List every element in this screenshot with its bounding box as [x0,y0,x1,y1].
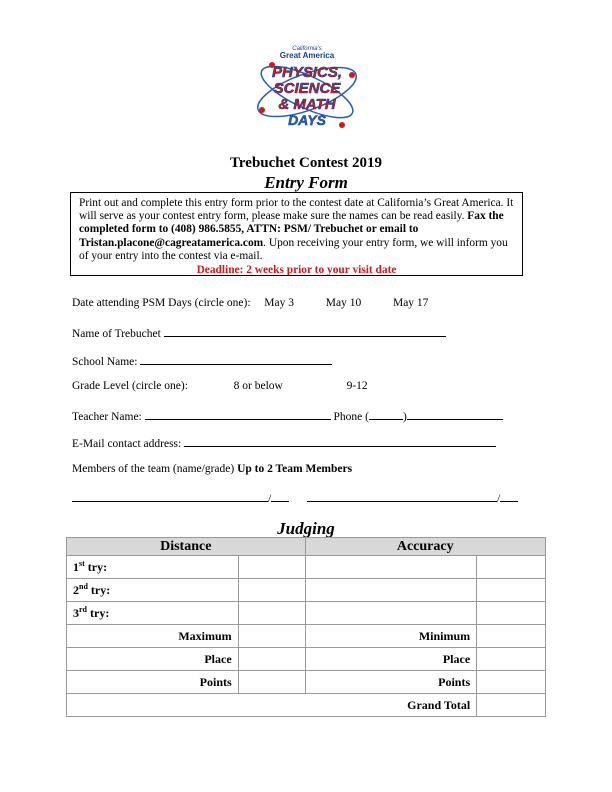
accuracy-place-label: Place [305,648,477,671]
date-option-may10[interactable]: May 10 [325,297,362,309]
judging-header-row [67,538,546,556]
school-row [72,353,332,368]
try3-label: 3rd try: [67,602,239,625]
email-row [72,435,496,450]
trebuchet-label: Name of Trebuchet [72,328,161,340]
distance-header: Distance [67,538,306,556]
phone-label: Phone ( [333,411,369,423]
grade-label: Grade Level (circle one): [72,380,188,392]
school-name-field[interactable] [140,353,332,365]
logo-line4: SCIENCE [273,80,341,97]
distance-points-cell[interactable] [238,671,305,694]
try1-accuracy-cell[interactable] [305,556,477,579]
date-row [72,297,428,309]
member2-name-field[interactable] [307,490,497,502]
form-subtitle: Entry Form [264,173,348,192]
trebuchet-name-field[interactable] [164,325,446,337]
logo-line1: California's [292,46,322,52]
max-min-row [67,625,546,648]
email-field[interactable] [184,435,496,447]
accuracy-points-label: Points [305,671,477,694]
teacher-label: Teacher Name: [72,411,142,423]
phone-number-field[interactable] [407,408,503,420]
accuracy-header: Accuracy [305,538,546,556]
date-option-may17[interactable]: May 17 [392,297,429,309]
physics-science-math-days-logo [252,40,362,140]
minimum-label: Minimum [305,625,477,648]
deadline-notice: Deadline: 2 weeks prior to your visit date [196,264,397,276]
place-row [67,648,546,671]
try2-accuracy-cell[interactable] [305,579,477,602]
member2-grade-field[interactable] [500,490,518,502]
try1-label: 1st try: [67,556,239,579]
maximum-label: Maximum [67,625,239,648]
try2-distance-cell[interactable] [238,579,305,602]
phone-area-code-field[interactable] [369,408,403,420]
member2-slash: / [496,493,501,505]
grade-row [72,380,368,392]
grade-option-8-or-below[interactable]: 8 or below [233,380,283,392]
judging-table [66,537,546,717]
distance-place-label: Place [67,648,239,671]
try3-accuracy-cell[interactable] [305,602,477,625]
members-fields-row [72,490,518,505]
fax-email-instructions: Fax the completed form to (408) 986.5855, ATTN: PSM/ Trebuchet or email to Tristan.placone@cagreatamerica.com [79,210,504,249]
try1-distance-cell[interactable] [238,556,305,579]
minimum-cell[interactable] [477,625,546,648]
logo-line5: & MATH [278,96,336,113]
instructions-text-end: . Upon receiving your entry form, we will inform you of your entry into the contest via e-mail. [79,236,508,262]
teacher-name-field[interactable] [145,408,331,420]
phone-close-paren: ) [402,411,407,423]
accuracy-place-cell[interactable] [477,648,546,671]
try2-label: 2nd try: [67,579,239,602]
logo-line3: PHYSICS, [271,64,343,81]
logo-line6: DAYS [288,112,326,128]
distance-place-cell[interactable] [238,648,305,671]
accuracy-points-cell[interactable] [477,671,546,694]
distance-points-label: Points [67,671,239,694]
member1-grade-field[interactable] [271,490,289,502]
maximum-cell[interactable] [238,625,305,648]
member1-name-field[interactable] [72,490,268,502]
try3-accuracy-value-cell[interactable] [477,602,546,625]
school-label: School Name: [72,356,138,368]
instructions-text: Print out and complete this entry form prior to the contest date at California’s Great America. It will serve as your contest entry form, please make sure the names can be read easily. [79,197,514,223]
try3-distance-cell[interactable] [238,602,305,625]
members-label: Members of the team (name/grade) [72,463,235,475]
members-row [72,463,352,475]
grand-total-row [67,694,546,717]
judging-title: Judging [277,519,335,538]
members-note: Up to 2 Team Members [237,463,353,475]
date-label: Date attending PSM Days (circle one): [72,297,251,309]
date-option-may3[interactable]: May 3 [264,297,294,309]
grand-total-cell[interactable] [477,694,546,717]
form-title: Trebuchet Contest 2019 [230,155,382,171]
try2-accuracy-value-cell[interactable] [477,579,546,602]
try1-row [67,556,546,579]
try1-accuracy-value-cell[interactable] [477,556,546,579]
grand-total-label: Grand Total [67,694,477,717]
email-label: E-Mail contact address: [72,438,182,450]
member1-slash: / [268,493,272,505]
trebuchet-row [72,325,446,340]
teacher-row [72,408,503,423]
grade-option-9-12[interactable]: 9-12 [346,380,368,392]
instructions-box [70,192,523,276]
try2-row [67,579,546,602]
points-row [67,671,546,694]
logo-line2: Great America [279,51,335,60]
try3-row [67,602,546,625]
